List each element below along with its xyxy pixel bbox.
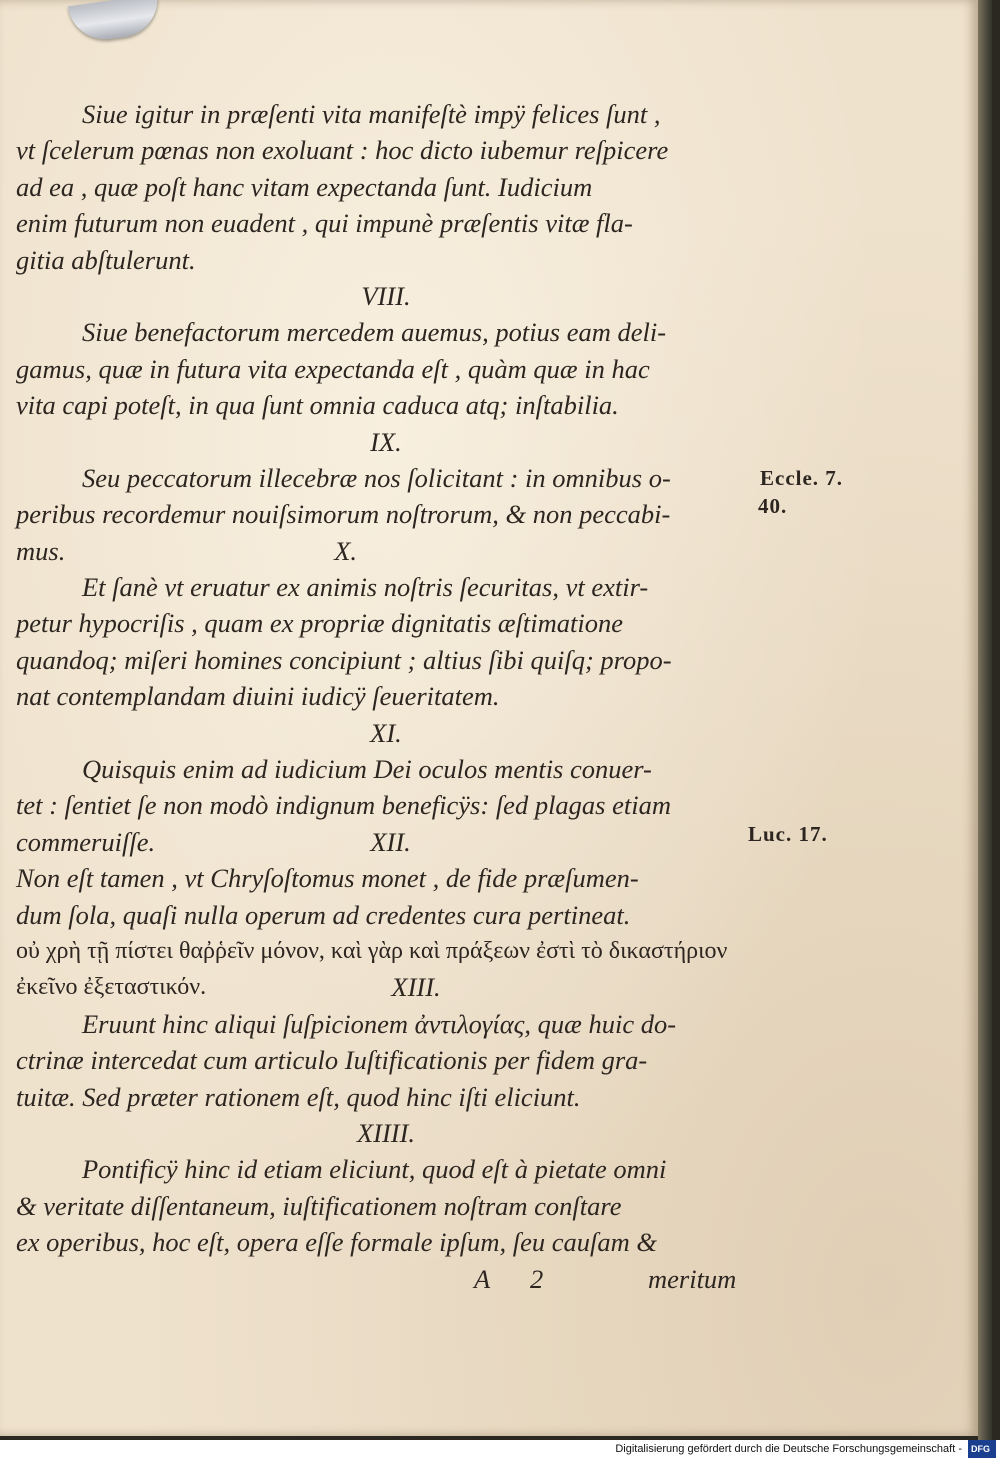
paragraph-14 [16,1151,756,1260]
footer-credit: Digitalisierung gefördert durch die Deutsche Forschungsgemeinschaft - [615,1443,962,1455]
margin-note-eccle: Eccle. 7. [760,466,844,490]
greek-quote-line: οὐ χρὴ τῇ πίστει θαῤῥεῖν μόνον, καὶ γὰρ καὶ πράξεων ἐστὶ τὸ δικαστήριον [16,937,728,964]
catchline [16,1261,756,1297]
book-edge [978,0,992,1440]
heading-xi: XI. [370,717,402,748]
heading-xiiii: XIIII. [356,1117,416,1148]
paragraph-12 [16,860,756,933]
paragraph-11-end-row [16,824,756,860]
text-line: Siue igitur in præſenti vita manifeſtè impÿ felices ſunt , [82,99,661,129]
paragraph-10 [16,569,756,715]
text-line: vt ſcelerum pœnas non exoluant : hoc dicto iubemur reſpicere [16,135,669,166]
paragraph-9-end: mus. [16,535,66,566]
text-line: ad ea , quæ poſt hanc vitam expectanda ſunt. Iudicium [16,171,593,202]
text-line: gamus, quæ in futura vita expectanda eſt , quàm quæ in hac [16,353,650,384]
text-line: Quisquis enim ad iudicium Dei oculos mentis conuer- [82,754,652,785]
text-line: peribus recordemur nouiſsimorum noſtrorum, & non peccabi- [16,499,671,530]
footer-bar [0,1440,1000,1458]
heading-x: X. [334,535,358,566]
text-line: enim futurum non euadent , qui impunè præſentis vitæ fla- [16,208,633,239]
greek-end-row [16,969,756,1005]
text-line: dum ſola, quaſi nulla operum ad credentes cura pertineat. [16,899,631,930]
text-line: ctrinæ intercedat cum articulo Iuſtificationis per fidem gra- [16,1045,648,1076]
heading-xii: XII. [370,826,411,857]
margin-note-luc: Luc. 17. [748,822,828,846]
text-line: Pontificÿ hinc id etiam eliciunt, quod eſt à pietate omni [82,1154,667,1185]
text-line: Et ſanè vt eruatur ex animis noſtris ſecuritas, vt extir- [82,572,649,603]
heading-viii: VIII. [361,280,411,311]
page-clip [68,0,162,44]
text-line: tuitæ. Sed præter rationem eſt, quod hinc iſti eliciunt. [16,1081,581,1112]
text-line: nat contemplandam diuini iudicÿ ſeueritatem. [16,681,500,712]
text-line: & veritate diſſentaneum, iuſtificationem noſtram conſtare [16,1190,622,1221]
dfg-logo-icon: DFG [968,1440,996,1458]
signature-number: 2 [530,1263,544,1294]
text-line: petur hypocriſis , quam ex propriæ dignitatis æſtimatione [16,608,624,639]
paragraph-9 [16,460,756,533]
text-line: gitia abſtulerunt. [16,244,196,275]
text-line: vita capi poteſt, in qua ſunt omnia caduca atq; inſtabilia. [16,390,619,421]
text-line: Eruunt hinc aliqui ſuſpicionem ἀντιλογίας, quæ huic do- [82,1008,677,1039]
text-line: tet : ſentiet ſe non modò indignum beneficÿs: ſed plagas etiam [16,790,671,821]
margin-note-eccle-verse: 40. [758,494,788,518]
text-line: quandoq; miſeri homines concipiunt ; altius ſibi quiſq; propo- [16,644,672,675]
heading-ix: IX. [370,426,402,457]
text-line: Seu peccatorum illecebræ nos ſolicitant : in omnibus o- [82,462,671,493]
heading-xiii: XIII. [391,972,441,1003]
catchword: meritum [648,1263,737,1294]
text-line: Non eſt tamen , vt Chryſoſtomus monet , de fide præſumen- [16,863,639,894]
paragraph-13 [16,1006,756,1115]
text-line: Siue benefactorum mercedem auemus, potius eam deli- [82,317,667,348]
paragraph-8 [16,314,756,423]
greek-quote-end: ἐκεῖνο ἐξεταστικόν. [16,974,207,1001]
signature-mark: A [474,1263,491,1294]
paragraph-9-end-row [16,533,756,569]
paragraph-11 [16,751,756,824]
text-line: ex operibus, hoc eſt, opera eſſe formale ipſum, ſeu cauſam & [16,1227,658,1258]
paragraph-11-end: commeruiſſe. [16,826,156,857]
paragraph-7 [16,96,756,278]
page-text [16,96,756,1297]
